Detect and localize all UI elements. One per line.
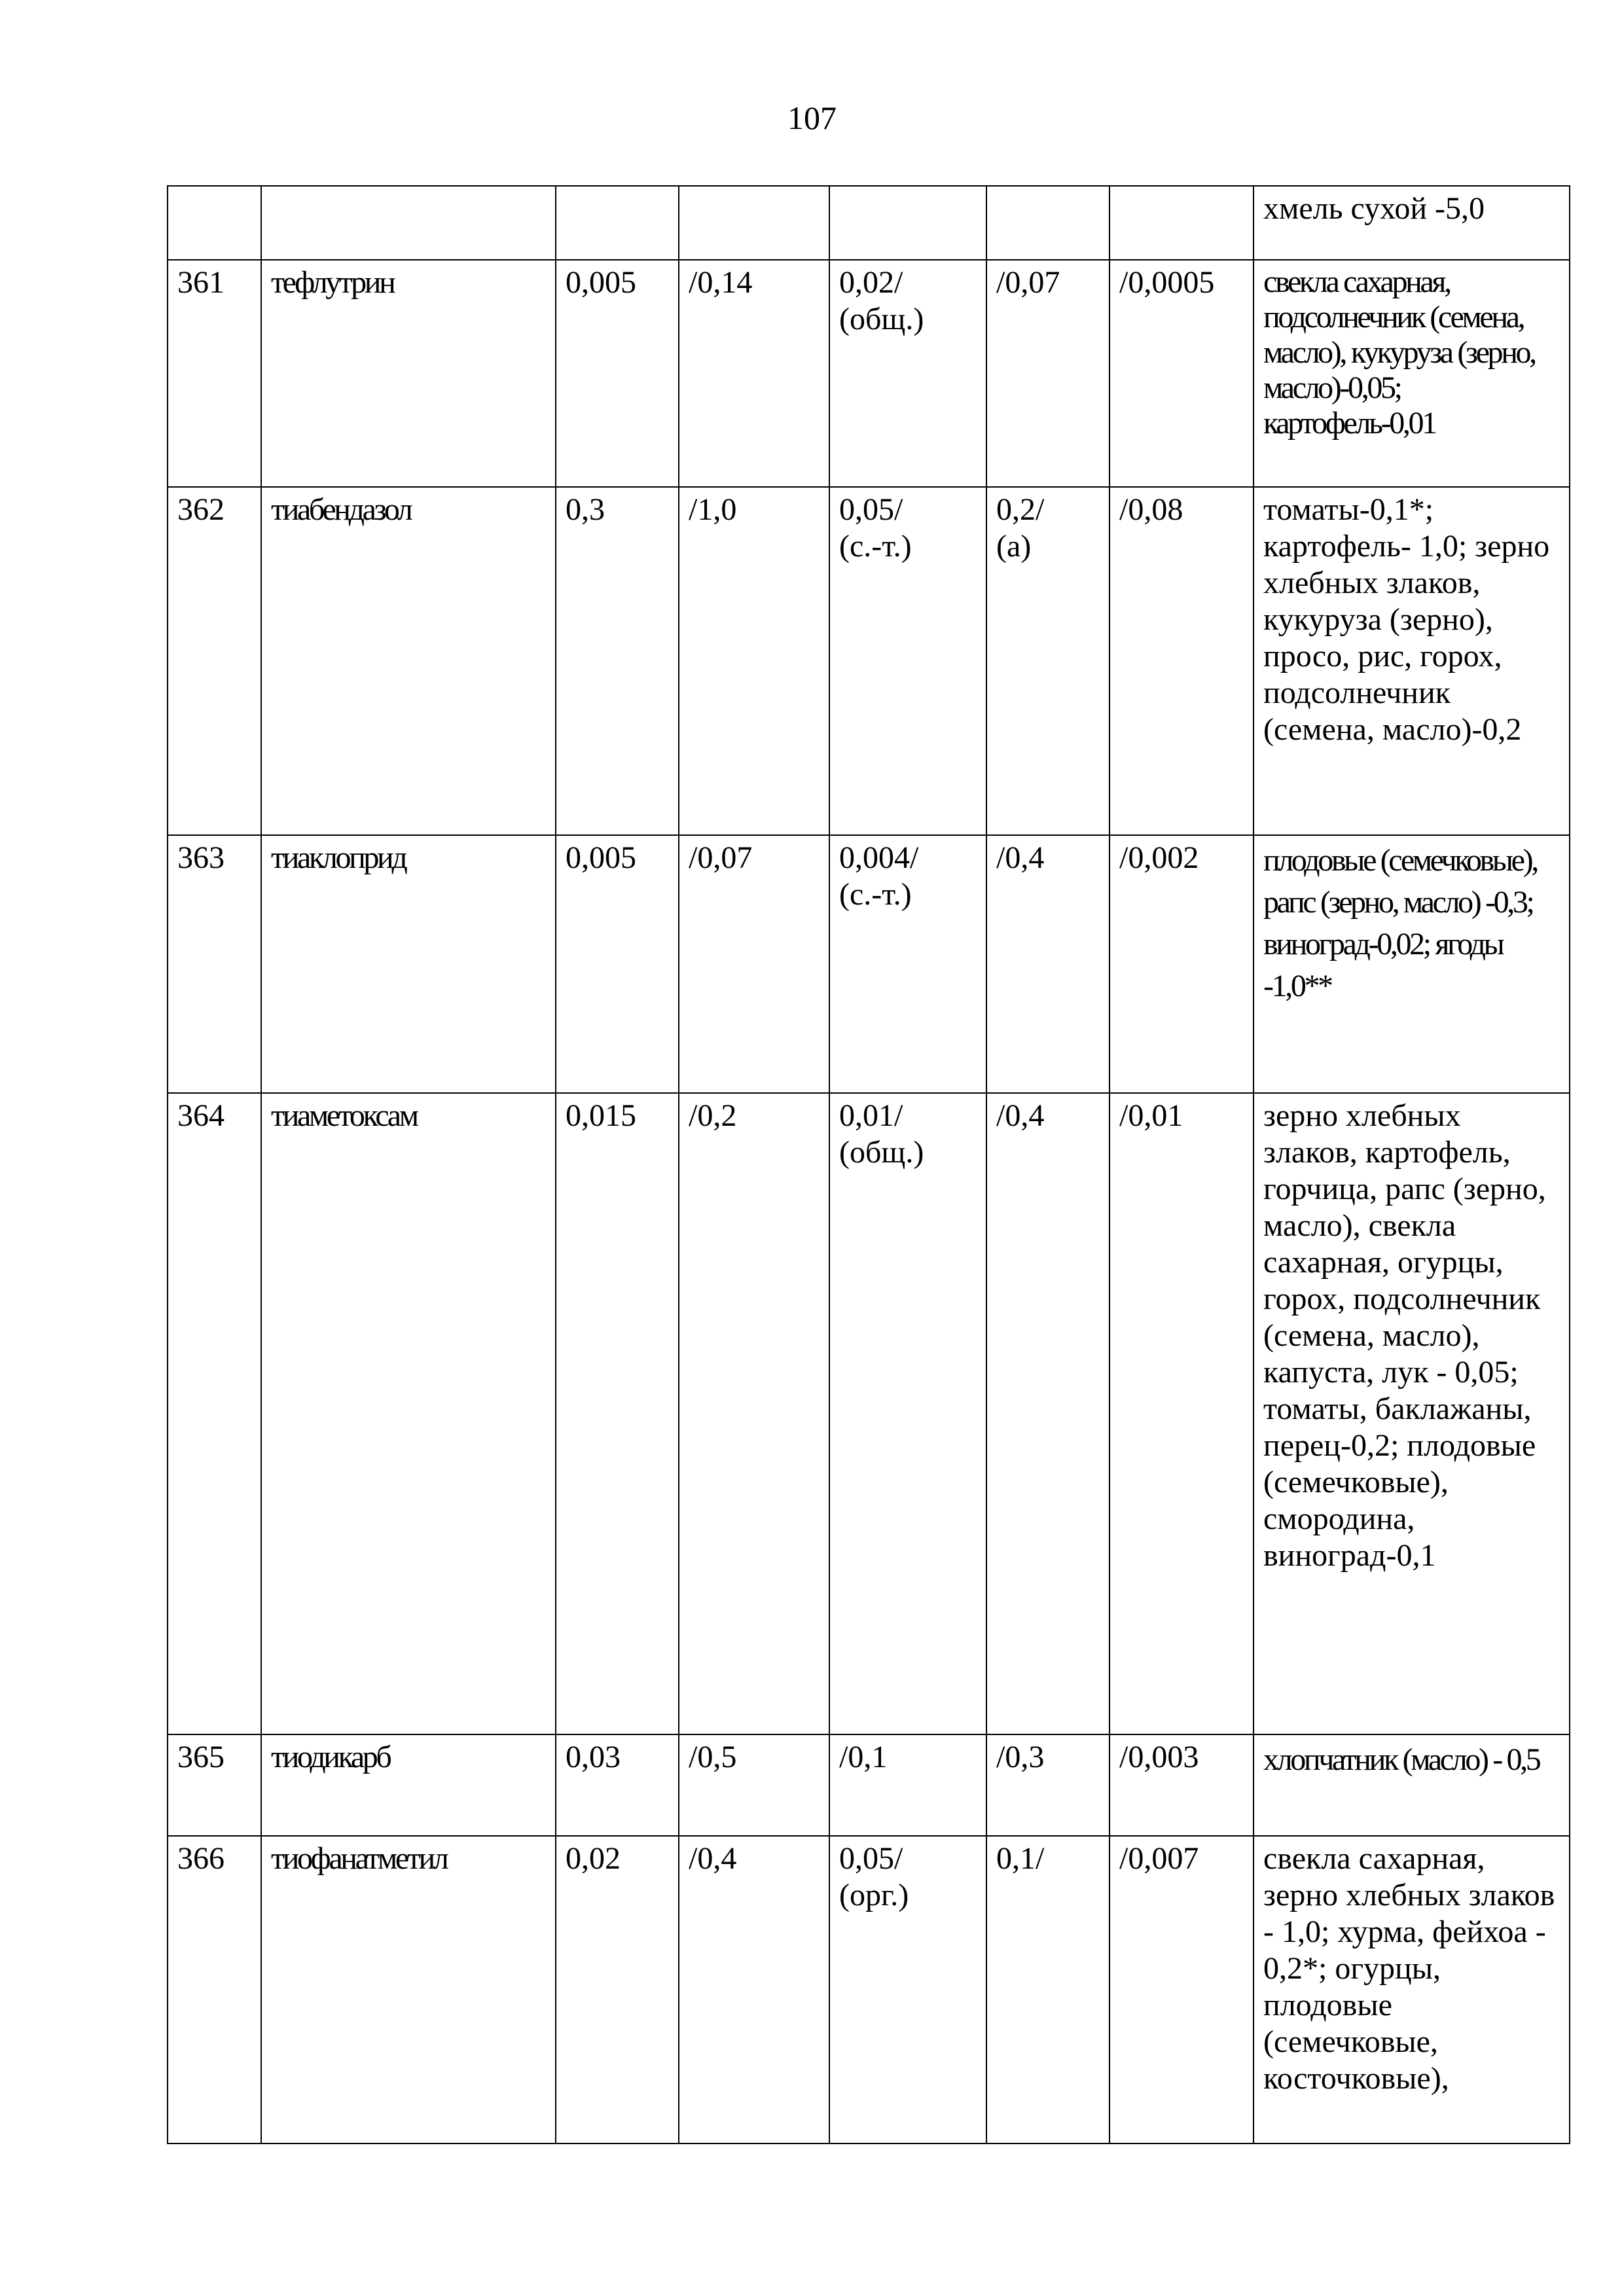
- value-cell: 0,3: [556, 487, 679, 835]
- value-cell: 0,005: [556, 260, 679, 487]
- row-number: 361: [168, 260, 261, 487]
- value-cell: [986, 186, 1110, 260]
- value-cell: /0,4: [679, 1836, 829, 2144]
- value-cell: /0,1: [829, 1734, 986, 1836]
- value-cell: 0,015: [556, 1093, 679, 1734]
- value-cell: /0,0005: [1110, 260, 1254, 487]
- value-cell: [556, 186, 679, 260]
- product-limits: хлопчатник (масло) - 0,5: [1254, 1734, 1570, 1836]
- table-row: [168, 1734, 1570, 1836]
- product-limits: хмель сухой -5,0: [1254, 186, 1570, 260]
- value-cell: /0,2: [679, 1093, 829, 1734]
- value-cell: 0,05/ (орг.): [829, 1836, 986, 2144]
- table-row: [168, 835, 1570, 1093]
- value-cell: /0,003: [1110, 1734, 1254, 1836]
- value-cell: /0,08: [1110, 487, 1254, 835]
- row-number: 366: [168, 1836, 261, 2144]
- value-cell: /1,0: [679, 487, 829, 835]
- value-cell: /0,007: [1110, 1836, 1254, 2144]
- row-number: 363: [168, 835, 261, 1093]
- value-cell: /0,4: [986, 835, 1110, 1093]
- product-limits: томаты-0,1*; картофель- 1,0; зерно хлебных злаков, кукуруза (зерно), просо, рис, горох, подсолнечник (семена, масло)-0,2: [1254, 487, 1570, 835]
- substance-name: тиофанатметил: [261, 1836, 556, 2144]
- table-row: [168, 1093, 1570, 1734]
- value-cell: 0,2/ (а): [986, 487, 1110, 835]
- value-cell: 0,004/ (с.-т.): [829, 835, 986, 1093]
- product-limits: плодовые (семечковые), рапс (зерно, масло) -0,3; виноград-0,02; ягоды -1,0**: [1254, 835, 1570, 1093]
- substance-name: тиаметоксам: [261, 1093, 556, 1734]
- value-cell: 0,005: [556, 835, 679, 1093]
- value-cell: 0,02/ (общ.): [829, 260, 986, 487]
- row-number: 362: [168, 487, 261, 835]
- page-number: 107: [787, 99, 837, 136]
- value-cell: /0,4: [986, 1093, 1110, 1734]
- value-cell: 0,03: [556, 1734, 679, 1836]
- product-limits: зерно хлебных злаков, картофель, горчица, рапс (зерно, масло), свекла сахарная, огурцы, горох, подсолнечник (семена, масло), капуста, лук - 0,05; томаты, баклажаны, перец-0,2; плодовые (семечковые), смородина, виноград-0,1: [1254, 1093, 1570, 1734]
- substance-name: тиабендазол: [261, 487, 556, 835]
- substance-name: тефлутрин: [261, 260, 556, 487]
- value-cell: 0,02: [556, 1836, 679, 2144]
- substance-name: [261, 186, 556, 260]
- value-cell: /0,5: [679, 1734, 829, 1836]
- product-limits: свекла сахарная, зерно хлебных злаков - 1,0; хурма, фейхоа - 0,2*; огурцы, плодовые (семечковые, косточковые),: [1254, 1836, 1570, 2144]
- value-cell: [1110, 186, 1254, 260]
- value-cell: [679, 186, 829, 260]
- table-row: [168, 487, 1570, 835]
- substance-name: тиаклоприд: [261, 835, 556, 1093]
- table-row: [168, 260, 1570, 487]
- value-cell: 0,01/ (общ.): [829, 1093, 986, 1734]
- value-cell: /0,002: [1110, 835, 1254, 1093]
- table-row: [168, 1836, 1570, 2144]
- value-cell: /0,07: [679, 835, 829, 1093]
- value-cell: /0,01: [1110, 1093, 1254, 1734]
- product-limits: свекла сахарная, подсолнечник (семена, масло), кукуруза (зерно, масло)-0,05; картофель-0,01: [1254, 260, 1570, 487]
- value-cell: /0,07: [986, 260, 1110, 487]
- value-cell: /0,3: [986, 1734, 1110, 1836]
- row-number: [168, 186, 261, 260]
- row-number: 365: [168, 1734, 261, 1836]
- substance-name: тиодикарб: [261, 1734, 556, 1836]
- value-cell: 0,05/ (с.-т.): [829, 487, 986, 835]
- pesticide-table: [167, 185, 1570, 2144]
- value-cell: /0,14: [679, 260, 829, 487]
- table-row: [168, 186, 1570, 260]
- row-number: 364: [168, 1093, 261, 1734]
- value-cell: 0,1/: [986, 1836, 1110, 2144]
- value-cell: [829, 186, 986, 260]
